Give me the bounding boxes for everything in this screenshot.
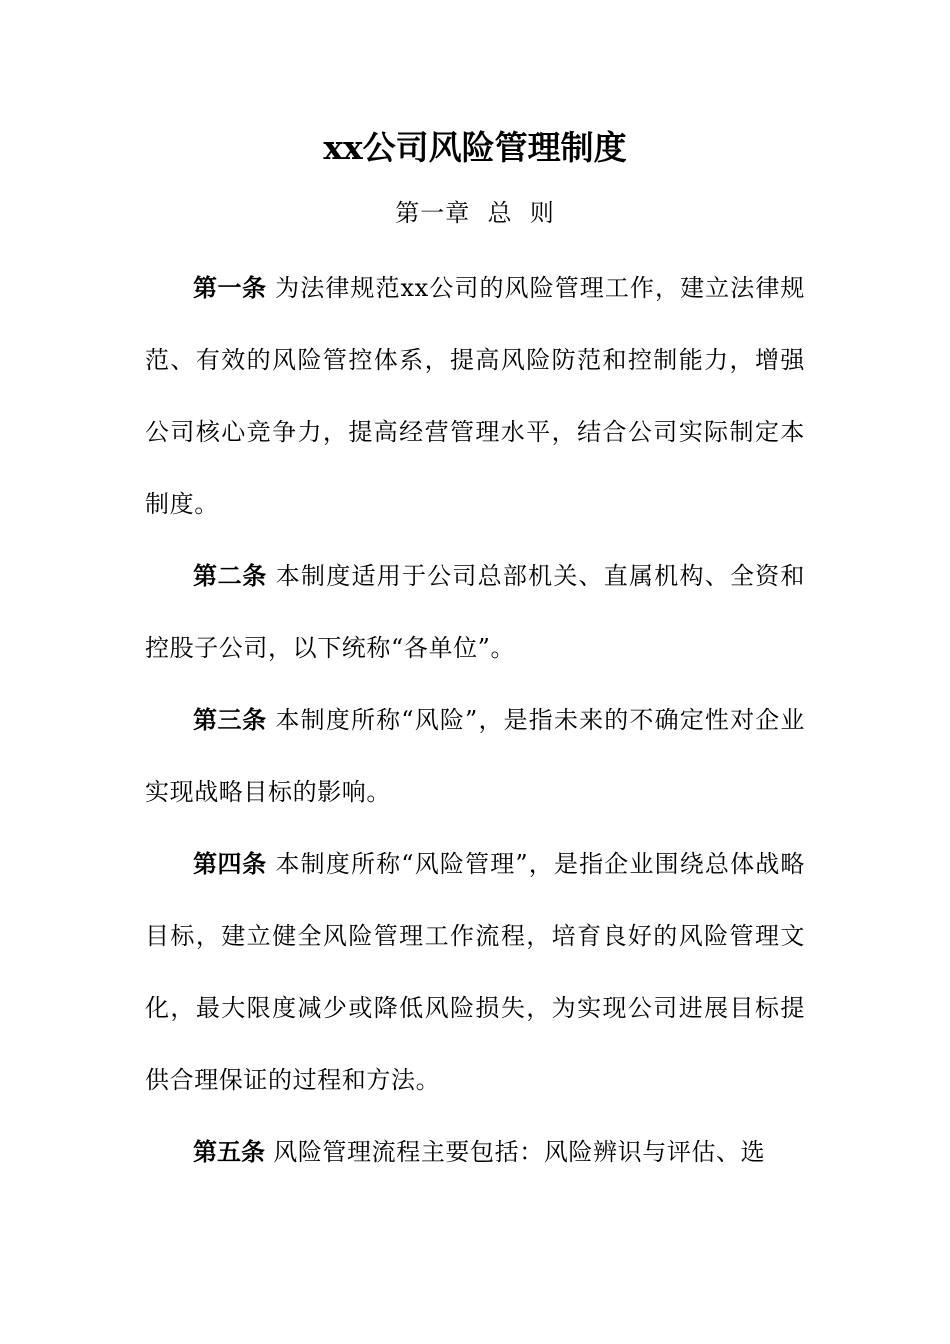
document-title: xx公司风险管理制度 bbox=[323, 128, 627, 167]
article-1 bbox=[145, 252, 805, 540]
article-label: 第二条 bbox=[193, 562, 267, 590]
article-2 bbox=[145, 540, 805, 684]
document-body bbox=[145, 252, 805, 1188]
article-text: 风险管理流程主要包括：风险辨识与评估、选 bbox=[273, 1138, 766, 1166]
article-5 bbox=[145, 1116, 805, 1188]
article-label: 第五条 bbox=[193, 1138, 265, 1166]
article-4 bbox=[145, 828, 805, 1116]
article-label: 第四条 bbox=[193, 850, 267, 878]
article-3 bbox=[145, 684, 805, 828]
article-label: 第一条 bbox=[193, 274, 267, 302]
article-text: 为法律规范xx公司的风险管理工作，建立法律规范、有效的风险管控体系，提高风险防范和控制能力，增强公司核心竞争力，提高经营管理水平，结合公司实际制定本制度。 bbox=[145, 274, 805, 518]
article-text: 本制度所称“风险”，是指未来的不确定性对企业实现战略目标的影响。 bbox=[145, 706, 805, 806]
article-text: 本制度适用于公司总部机关、直属机构、全资和控股子公司，以下统称“各单位”。 bbox=[145, 562, 806, 662]
article-text: 本制度所称“风险管理”，是指企业围绕总体战略目标，建立健全风险管理工作流程，培育良好的风险管理文化，最大限度减少或降低风险损失，为实现公司进展目标提供合理保证的过程和方法。 bbox=[145, 850, 805, 1094]
chapter-heading: 第一章 总 则 bbox=[395, 199, 555, 227]
article-label: 第三条 bbox=[193, 706, 267, 734]
